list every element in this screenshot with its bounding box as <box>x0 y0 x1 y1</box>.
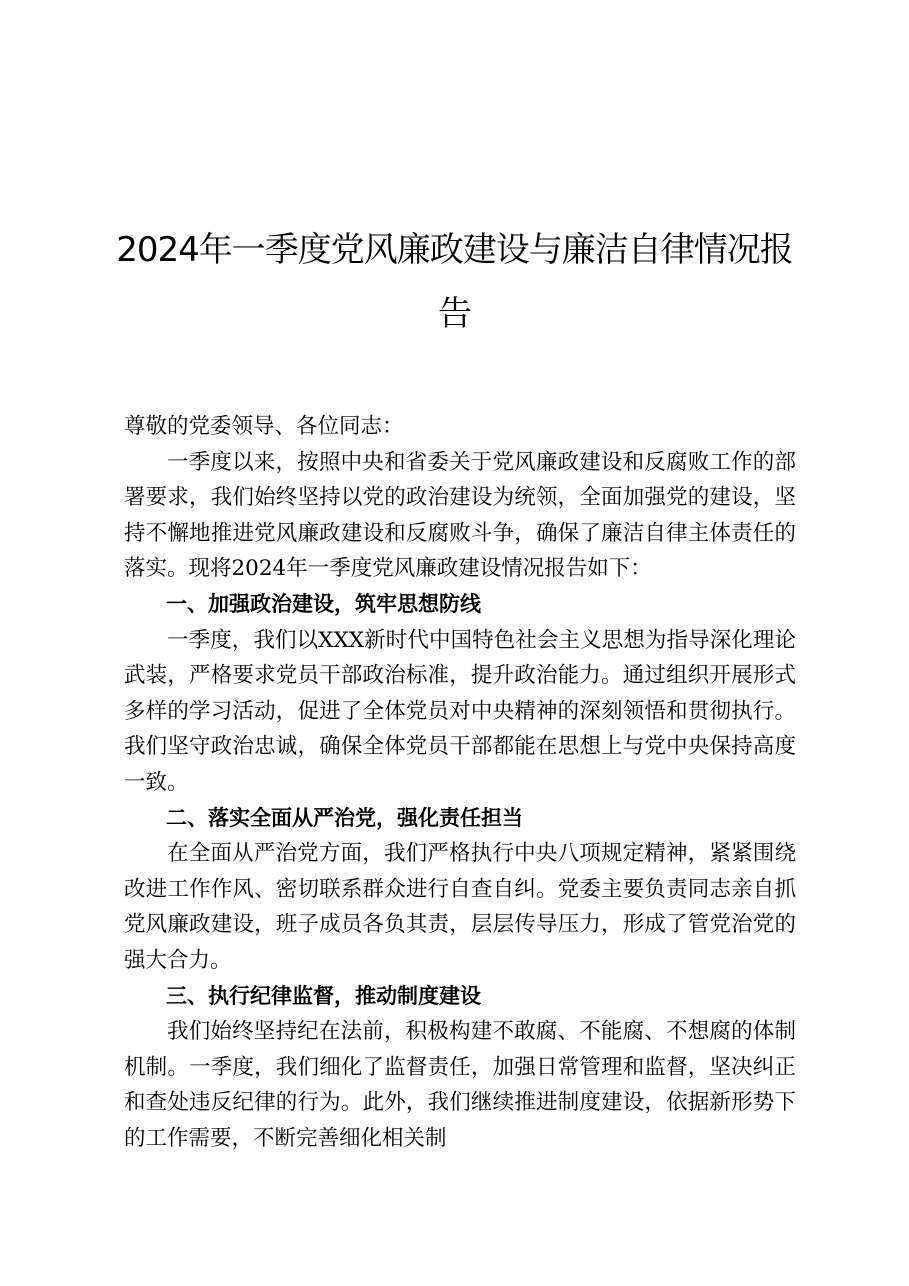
section-heading-3: 三、执行纪律监督，推动制度建设 <box>166 983 481 1008</box>
section-paragraph-3: 我们始终坚持纪在法前，积极构建不敢腐、不能腐、不想腐的体制机制。一季度，我们细化了监督责任，加强日常管理和监督，坚决纠正和查处违反纪律的行为。此外，我们继续推进制度建设，依据新形势下的工作需要，不断完善细化相关制 <box>124 1019 796 1151</box>
intro-paragraph: 一季度以来，按照中央和省委关于党风廉政建设和反腐败工作的部署要求，我们始终坚持以党的政治建设为统领，全面加强党的建设，坚持不懈地推进党风廉政建设和反腐败斗争，确保了廉洁自律主体责任的落实。现将2024年一季度党风廉政建设情况报告如下： <box>124 449 796 582</box>
document-title: 2024年一季度党风廉政建设与廉洁自律情况报告 <box>116 230 793 334</box>
section-heading-2: 二、落实全面从严治党，强化责任担当 <box>166 805 523 830</box>
section-paragraph-2: 在全面从严治党方面，我们严格执行中央八项规定精神，紧紧围绕改进工作作风、密切联系群众进行自查自纠。党委主要负责同志亲自抓党风廉政建设，班子成员各负其责，层层传导压力，形成了管党治党的强大合力。 <box>124 841 796 973</box>
section-paragraph-1: 一季度，我们以XXX新时代中国特色社会主义思想为指导深化理论武装，严格要求党员干部政治标准，提升政治能力。通过组织开展形式多样的学习活动，促进了全体党员对中央精神的深刻领悟和贯彻执行。我们坚守政治忠诚，确保全体党员干部都能在思想上与党中央保持高度一致。 <box>124 627 796 795</box>
section-heading-1: 一、加强政治建设，筑牢思想防线 <box>166 591 481 616</box>
document-body <box>124 409 796 1156</box>
salutation: 尊敬的党委领导、各位同志： <box>124 414 404 439</box>
